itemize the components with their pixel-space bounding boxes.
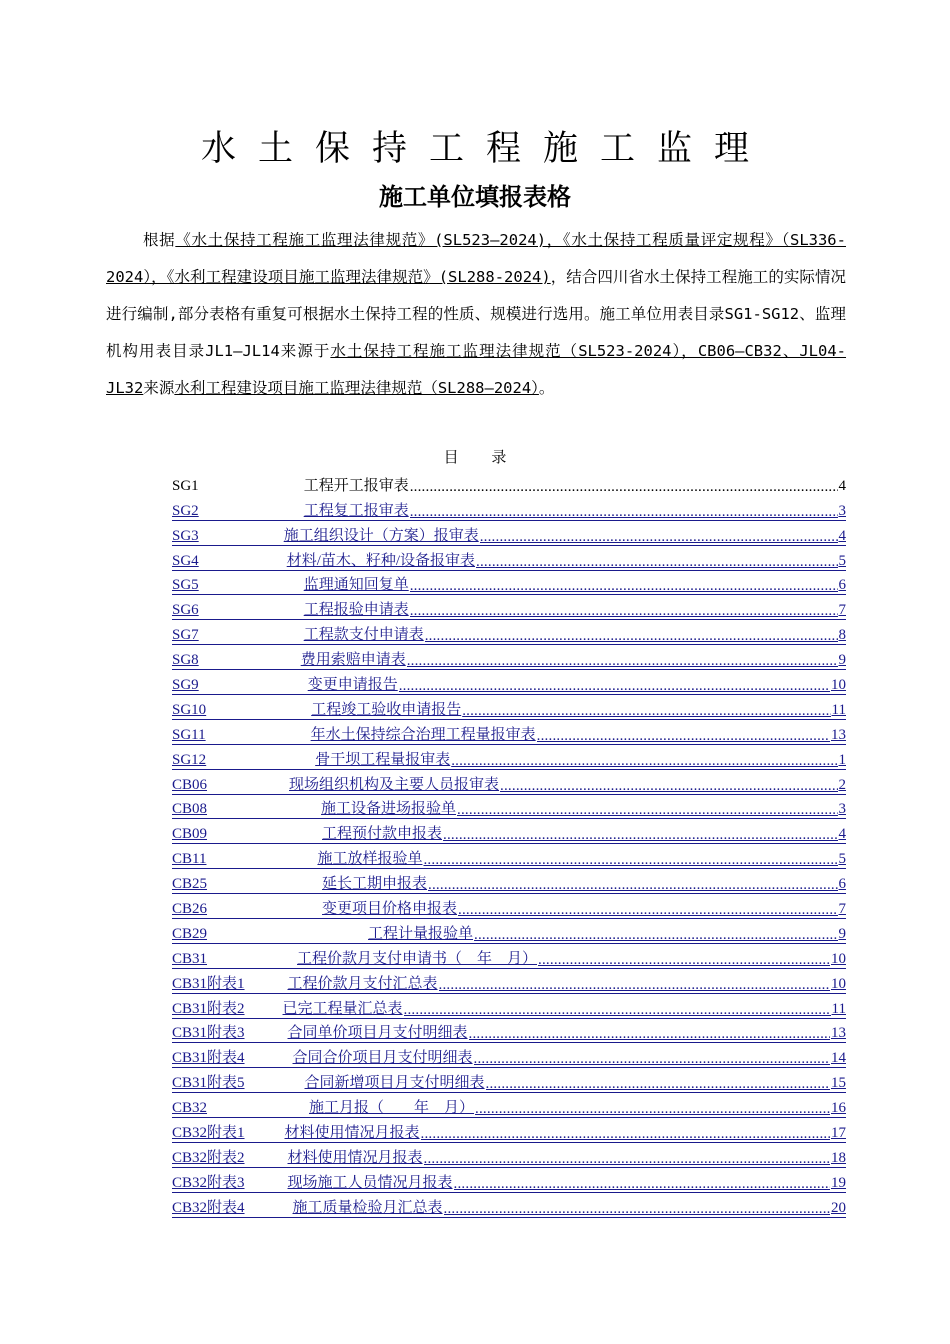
- toc-entry-page: 1: [838, 751, 846, 768]
- toc-entry[interactable]: [172, 1018, 846, 1043]
- toc-entry[interactable]: [172, 1092, 846, 1117]
- toc-entry-title: 材料/苗木、籽种/设备报审表: [286, 552, 476, 569]
- toc-entry-page: 6: [838, 577, 846, 594]
- toc-entry-page: 14: [831, 1050, 846, 1067]
- toc-entry-code: SG9: [172, 677, 199, 694]
- toc-entry[interactable]: [172, 769, 846, 794]
- toc-entry[interactable]: [172, 1117, 846, 1142]
- toc-entry-title: 施工质量检验月汇总表: [292, 1199, 443, 1216]
- toc-entry-page: 13: [831, 1025, 846, 1042]
- toc-entry-page: 15: [831, 1075, 846, 1092]
- toc-entry-title: 合同合价项目月支付明细表: [292, 1050, 473, 1067]
- toc-entry[interactable]: [172, 918, 846, 943]
- toc-leader-dots: [469, 1027, 830, 1042]
- toc-entry-code: CB09: [172, 826, 208, 843]
- toc-entry-title: 工程款支付申请表: [303, 627, 424, 644]
- intro-paragraph: [106, 222, 846, 407]
- document-subtitle: 施工单位填报表格: [379, 183, 571, 211]
- toc-entry-code: CB32: [172, 1100, 208, 1117]
- toc-leader-dots: [423, 853, 837, 868]
- toc-leader-dots: [537, 729, 830, 744]
- toc-entry-title: 费用索赔申请表: [300, 652, 406, 669]
- toc-entry-page: 10: [831, 975, 846, 992]
- intro-reference-1: 《水土保持工程施工监理法律规范》(SL523—2024)，《水土保持工程质量评定规程》（SL336-2024），《水利工程建设项目施工监理法律规范》(SL288-2024): [106, 231, 846, 286]
- toc-leader-dots: [410, 579, 838, 594]
- toc-entry-title: 施工月报（ 年 月）: [309, 1100, 475, 1117]
- toc-entry-title: 施工放样报验单: [317, 851, 423, 868]
- toc-leader-dots: [462, 704, 830, 719]
- toc-entry-title: 施工设备进场报验单: [321, 801, 457, 818]
- toc-entry-code: CB31: [172, 950, 208, 967]
- toc-leader-dots: [444, 1202, 830, 1217]
- toc-entry-title: 合同新增项目月支付明细表: [304, 1075, 485, 1092]
- toc-entry-page: 17: [831, 1125, 846, 1142]
- toc-entry[interactable]: [172, 594, 846, 619]
- toc-entry-page: 4: [838, 477, 846, 494]
- toc-entry-code: SG12: [172, 751, 207, 768]
- toc-entry-title: 监理通知回复单: [303, 577, 409, 594]
- toc-entry-code: CB31附表5: [172, 1075, 245, 1092]
- toc-leader-dots: [410, 604, 838, 619]
- toc-entry-code: SG2: [172, 502, 199, 519]
- toc-entry-page: 11: [831, 701, 846, 718]
- toc-leader-dots: [421, 1127, 830, 1142]
- toc-entry-page: 6: [838, 876, 846, 893]
- toc-entry-page: 10: [831, 950, 846, 967]
- intro-text-2: ，结合四川省水土保持工程施工的实际情况进行编制,部分表格有重复可根据水土保持工程的性质、规模进行选用。施工单位用表目录SG1-SG12、监理机构用表目录JL1—JL14来源于: [106, 268, 846, 360]
- toc-entry-code: SG4: [172, 552, 199, 569]
- toc-entry[interactable]: [172, 1167, 846, 1192]
- toc-entry[interactable]: [172, 868, 846, 893]
- intro-text-4: 。: [538, 379, 555, 397]
- toc-leader-dots: [457, 803, 837, 818]
- toc-entry-title: 施工组织设计（方案）报审表: [283, 527, 479, 544]
- toc-leader-dots: [443, 828, 837, 843]
- toc-entry-code: CB11: [172, 851, 207, 868]
- toc-entry-page: 9: [838, 925, 846, 942]
- toc-leader-dots: [486, 1077, 830, 1092]
- toc-entry-page: 4: [838, 527, 846, 544]
- toc-entry[interactable]: [172, 570, 846, 595]
- toc-entry-code: SG10: [172, 701, 207, 718]
- toc-entry-title: 变更申请报告: [307, 677, 398, 694]
- toc-entry-code: SG7: [172, 627, 199, 644]
- toc-entry-page: 4: [838, 826, 846, 843]
- toc-entry-code: CB31附表4: [172, 1050, 245, 1067]
- toc-leader-dots: [475, 1102, 830, 1117]
- intro-reference-3: 水利工程建设项目施工监理法律规范（SL288—2024）: [174, 379, 539, 397]
- toc-leader-dots: [410, 480, 838, 495]
- toc-entry-title: 现场组织机构及主要人员报审表: [289, 776, 500, 793]
- toc-entry-title: 骨干坝工程量报审表: [315, 751, 451, 768]
- toc-entry-title: 工程开工报审表: [303, 477, 409, 494]
- toc-entry-title: 工程价款月支付汇总表: [287, 975, 438, 992]
- table-of-contents: [172, 470, 846, 1217]
- toc-entry-title: 材料使用情况月报表: [284, 1125, 420, 1142]
- toc-entry-code: CB06: [172, 776, 208, 793]
- toc-entry-title: 变更项目价格申报表: [322, 901, 458, 918]
- toc-entry-title: 材料使用情况月报表: [287, 1149, 423, 1166]
- toc-entry[interactable]: [172, 619, 846, 644]
- toc-leader-dots: [451, 754, 837, 769]
- toc-leader-dots: [458, 903, 837, 918]
- toc-entry[interactable]: [172, 1042, 846, 1067]
- toc-entry[interactable]: [172, 943, 846, 968]
- toc-entry-page: 2: [838, 776, 846, 793]
- toc-leader-dots: [399, 679, 830, 694]
- toc-entry-page: 5: [838, 851, 846, 868]
- toc-leader-dots: [424, 1152, 830, 1167]
- toc-entry-code: CB25: [172, 876, 208, 893]
- toc-heading: 目 录: [443, 448, 521, 466]
- toc-leader-dots: [428, 878, 837, 893]
- toc-entry-page: 10: [831, 677, 846, 694]
- toc-leader-dots: [454, 1177, 830, 1192]
- toc-entry-title: 工程复工报审表: [303, 502, 409, 519]
- toc-entry[interactable]: [172, 495, 846, 520]
- toc-leader-dots: [474, 1052, 830, 1067]
- toc-entry-title: 工程计量报验单: [368, 925, 474, 942]
- toc-entry-title: 年水土保持综合治理工程量报审表: [310, 726, 536, 743]
- toc-entry[interactable]: [172, 669, 846, 694]
- toc-entry[interactable]: [172, 644, 846, 669]
- toc-entry-code: SG3: [172, 527, 199, 544]
- toc-entry-title: 工程预付款申报表: [322, 826, 443, 843]
- toc-entry[interactable]: [172, 993, 846, 1018]
- toc-entry-page: 18: [831, 1149, 846, 1166]
- intro-reference-2: 水土保持工程施工监理法律规范（SL523-2024），CB06—CB32、JL04-JL32: [106, 342, 847, 397]
- toc-entry-page: 9: [838, 652, 846, 669]
- toc-entry-code: SG5: [172, 577, 199, 594]
- toc-entry-code: CB08: [172, 801, 208, 818]
- toc-entry-page: 5: [838, 552, 846, 569]
- toc-leader-dots: [480, 530, 838, 545]
- toc-entry-page: 19: [831, 1174, 846, 1191]
- toc-entry-code: CB31附表1: [172, 975, 245, 992]
- toc-entry-title: 延长工期申报表: [322, 876, 428, 893]
- toc-entry-page: 7: [838, 602, 846, 619]
- toc-leader-dots: [474, 928, 837, 943]
- toc-leader-dots: [404, 1003, 831, 1018]
- toc-entry-page: 20: [831, 1199, 846, 1216]
- toc-entry-title: 工程报验申请表: [303, 602, 409, 619]
- toc-entry-title: 合同单价项目月支付明细表: [287, 1025, 468, 1042]
- toc-entry-code: CB31附表2: [172, 1000, 245, 1017]
- toc-leader-dots: [500, 779, 837, 794]
- toc-entry[interactable]: [172, 1142, 846, 1167]
- toc-entry[interactable]: [172, 694, 846, 719]
- toc-entry[interactable]: [172, 1067, 846, 1092]
- toc-leader-dots: [476, 555, 837, 570]
- toc-entry-code: SG11: [172, 726, 206, 743]
- toc-entry[interactable]: [172, 719, 846, 744]
- toc-entry-code: CB29: [172, 925, 208, 942]
- toc-entry-page: 3: [838, 502, 846, 519]
- intro-text-1: 根据: [143, 231, 176, 249]
- toc-entry-title: 工程价款月支付申请书（ 年 月）: [297, 950, 538, 967]
- toc-entry-page: 16: [831, 1100, 846, 1117]
- toc-entry-code: CB31附表3: [172, 1025, 245, 1042]
- toc-entry-page: 13: [831, 726, 846, 743]
- toc-entry-page: 8: [838, 627, 846, 644]
- toc-leader-dots: [407, 654, 838, 669]
- toc-entry[interactable]: [172, 968, 846, 993]
- toc-leader-dots: [439, 978, 830, 993]
- toc-entry-code: CB32附表3: [172, 1174, 245, 1191]
- toc-entry-page: 3: [838, 801, 846, 818]
- toc-entry-code: SG6: [172, 602, 199, 619]
- toc-entry-page: 7: [838, 901, 846, 918]
- toc-entry[interactable]: [172, 470, 846, 495]
- toc-entry-title: 工程竣工验收申请报告: [311, 701, 462, 718]
- toc-entry-title: 现场施工人员情况月报表: [287, 1174, 453, 1191]
- toc-entry-code: CB32附表2: [172, 1149, 245, 1166]
- toc-entry[interactable]: [172, 794, 846, 819]
- intro-text-3: 来源: [143, 379, 175, 397]
- toc-leader-dots: [425, 629, 838, 644]
- toc-entry[interactable]: [172, 545, 846, 570]
- toc-entry[interactable]: [172, 744, 846, 769]
- toc-entry[interactable]: [172, 843, 846, 868]
- toc-entry-code: SG8: [172, 652, 199, 669]
- toc-entry-code: CB32附表1: [172, 1125, 245, 1142]
- toc-entry-code: CB26: [172, 901, 208, 918]
- toc-entry[interactable]: [172, 1192, 846, 1217]
- toc-entry-page: 11: [831, 1000, 846, 1017]
- toc-leader-dots: [538, 953, 830, 968]
- toc-entry-title: 已完工程量汇总表: [282, 1000, 403, 1017]
- toc-entry[interactable]: [172, 818, 846, 843]
- toc-entry[interactable]: [172, 893, 846, 918]
- toc-entry[interactable]: [172, 520, 846, 545]
- toc-entry-code: SG1: [172, 477, 199, 494]
- toc-leader-dots: [410, 505, 838, 520]
- document-title: 水土保持工程施工监理: [200, 129, 771, 169]
- toc-entry-code: CB32附表4: [172, 1199, 245, 1216]
